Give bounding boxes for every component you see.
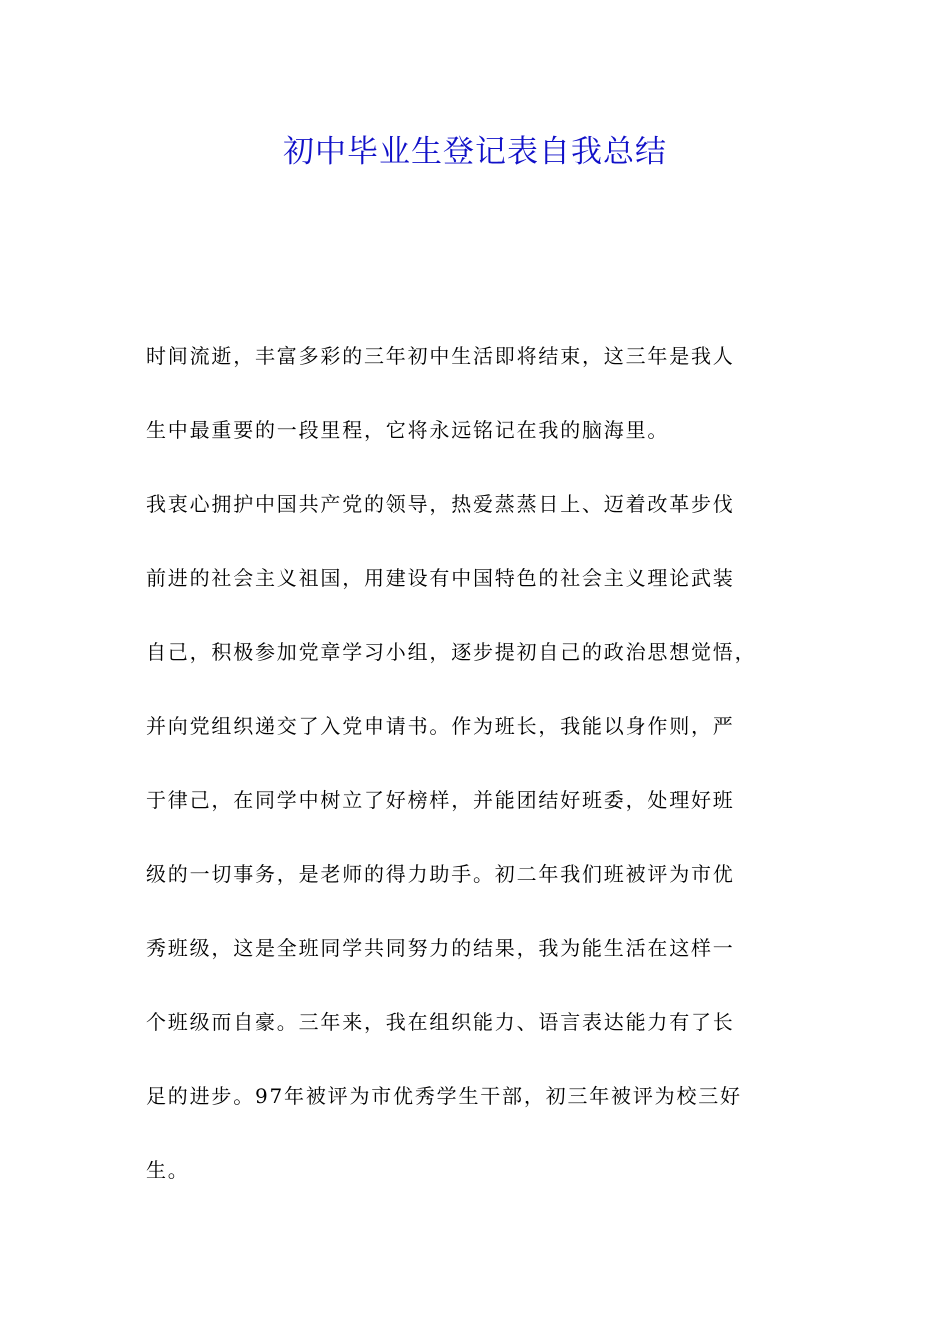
body-line-5: 自己，积极参加党章学习小组，逐步提初自己的政治思想觉悟， [146, 640, 757, 664]
body-line-6: 并向党组织递交了入党申请书。作为班长，我能以身作则，严 [146, 714, 735, 738]
body-line-7: 于律己，在同学中树立了好榜样，并能团结好班委，处理好班 [146, 788, 735, 812]
body-line-3: 我衷心拥护中国共产党的领导，热爱蒸蒸日上、迈着改革步伐 [146, 492, 735, 516]
body-line-8: 级的一切事务，是老师的得力助手。初二年我们班被评为市优 [146, 862, 735, 886]
body-line-4: 前进的社会主义祖国，用建设有中国特色的社会主义理论武装 [146, 566, 735, 590]
body-line-10: 个班级而自豪。三年来，我在组织能力、语言表达能力有了长 [146, 1010, 735, 1034]
body-line-9: 秀班级，这是全班同学共同努力的结果，我为能生活在这样一 [146, 936, 735, 960]
body-line-2: 生中最重要的一段里程，它将永远铭记在我的脑海里。 [146, 418, 670, 442]
body-line-1: 时间流逝，丰富多彩的三年初中生活即将结束，这三年是我人 [146, 344, 735, 368]
body-line-12: 生。 [146, 1158, 190, 1182]
document-title: 初中毕业生登记表自我总结 [283, 134, 667, 170]
body-line-11: 足的进步。97年被评为市优秀学生干部，初三年被评为校三好 [146, 1084, 742, 1108]
document-body [146, 338, 816, 1226]
